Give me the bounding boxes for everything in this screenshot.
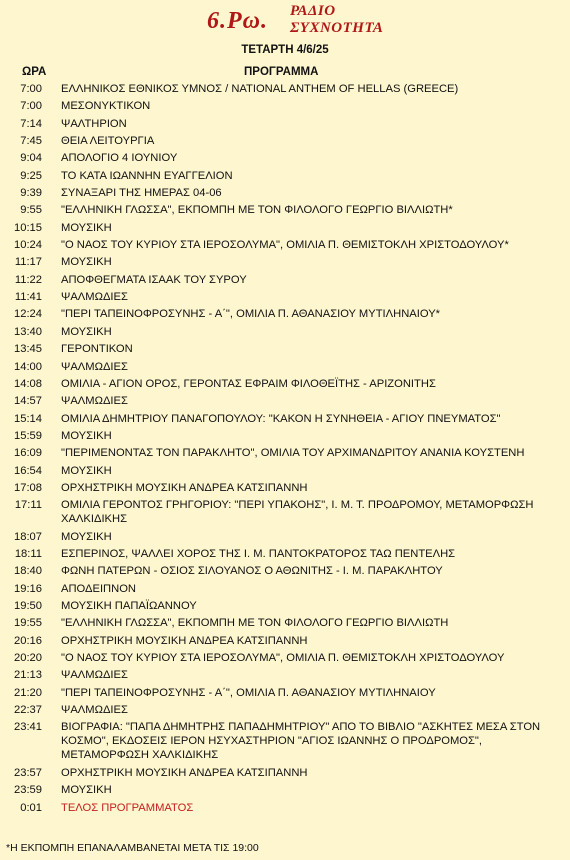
schedule-row	[0, 394, 570, 411]
schedule-row	[0, 801, 570, 818]
row-program: ΜΟΥΣΙΚΗ	[61, 464, 112, 477]
row-program: ΜΕΣΟΝΥΚΤΙΚΟΝ	[61, 100, 151, 113]
schedule-row	[0, 99, 570, 116]
row-program: ΕΣΠΕΡΙΝΟΣ, ΨΑΛΛΕΙ ΧΟΡΟΣ ΤΗΣ Ι. Μ. ΠΑΝΤΟΚΡΑΤΟΡΟΣ ΤΑΩ ΠΕΝΤΕΛΗΣ	[61, 547, 456, 560]
row-program: ΟΡΧΗΣΤΡΙΚΗ ΜΟΥΣΙΚΗ ΑΝΔΡΕΑ ΚΑΤΣΙΠΑΝΝΗ	[61, 766, 308, 779]
row-program: ΑΠΟΛΟΓΙΟ 4 ΙΟΥΝΙΟΥ	[61, 152, 178, 165]
schedule-row	[0, 766, 570, 783]
row-time: 7:00	[20, 100, 42, 113]
row-program: ΤΕΛΟΣ ΠΡΟΓΡΑΜΜΑΤΟΣ	[61, 802, 194, 815]
schedule-list	[0, 82, 570, 818]
row-time: 17:11	[14, 499, 42, 512]
schedule-row	[0, 307, 570, 324]
row-time: 0:01	[20, 802, 42, 815]
row-program: ΟΜΙΛΙΑ - ΑΓΙΟΝ ΟΡΟΣ, ΓΕΡΟΝΤΑΣ ΕΦΡΑΙΜ ΦΙΛΟΘΕΪΤΗΣ - ΑΡΙΖΟΝΙΤΗΣ	[61, 377, 436, 390]
schedule-row	[0, 783, 570, 801]
row-program: ΟΡΧΗΣΤΡΙΚΗ ΜΟΥΣΙΚΗ ΑΝΔΡΕΑ ΚΑΤΣΙΠΑΝΝΗ	[61, 481, 308, 494]
schedule-row	[0, 238, 570, 255]
row-program: ΟΡΧΗΣΤΡΙΚΗ ΜΟΥΣΙΚΗ ΑΝΔΡΕΑ ΚΑΤΣΙΠΑΝΝΗ	[61, 634, 308, 647]
row-time: 11:41	[14, 291, 42, 304]
schedule-row	[0, 412, 570, 429]
schedule-row	[0, 255, 570, 272]
row-program: ΟΜΙΛΙΑ ΔΗΜΗΤΡΙΟΥ ΠΑΝΑΓΟΠΟΥΛΟΥ: "ΚΑΚΟΝ Η ΣΥΝΗΘΕΙΑ - ΑΓΙΟΥ ΠΝΕΥΜΑΤΟΣ"	[61, 412, 501, 425]
row-program: ΒΙΟΓΡΑΦΙΑ: "ΠΑΠΑ ΔΗΜΗΤΡΗΣ ΠΑΠΑΔΗΜΗΤΡΙΟΥ" ΑΠΟ ΤΟ ΒΙΒΛΙΟ "ΑΣΚΗΤΕΣ ΜΕΣΑ ΣΤΟΝ ΚΟΣΜΟ", ΕΚΔΟΣΕΙΣ ΙΕΡΟΝ ΗΣΥΧΑΣΤΗΡΙΟΝ "ΑΓΙΟΣ ΙΩΑΝΝΗΣ Ο ΠΡΟΔΡΟΜΟΣ", ΜΕΤΑΜΟΡΦΩΣΗ ΧΑΛΚΙΔΙΚΗΣ	[61, 721, 541, 762]
station-logo-text	[290, 3, 383, 37]
schedule-row	[0, 464, 570, 481]
schedule-row	[0, 342, 570, 359]
row-time: 9:55	[20, 204, 42, 217]
schedule-row	[0, 498, 570, 529]
row-time: 13:40	[14, 325, 42, 338]
row-time: 9:25	[20, 169, 42, 182]
row-time: 16:54	[14, 464, 42, 477]
station-header	[0, 0, 570, 44]
row-program: ΜΟΥΣΙΚΗ	[61, 256, 112, 269]
schedule-row	[0, 564, 570, 581]
row-program: ΨΑΛΜΩΔΙΕΣ	[61, 704, 128, 717]
schedule-row	[0, 186, 570, 203]
row-time: 9:04	[20, 152, 42, 165]
schedule-row	[0, 169, 570, 186]
row-program: "ΠΕΡΙ ΤΑΠΕΙΝΟΦΡΟΣΥΝΗΣ - Α΄", ΟΜΙΛΙΑ Π. ΑΘΑΝΑΣΙΟΥ ΜΥΤΙΛΗΝΑΙΟΥ*	[61, 308, 441, 321]
schedule-row	[0, 530, 570, 547]
row-program: ΨΑΛΜΩΔΙΕΣ	[61, 291, 128, 304]
schedule-row	[0, 360, 570, 377]
row-time: 10:15	[14, 221, 42, 234]
schedule-row	[0, 686, 570, 703]
row-program: ΟΜΙΛΙΑ ΓΕΡΟΝΤΟΣ ΓΡΗΓΟΡΙΟΥ: "ΠΕΡΙ ΥΠΑΚΟΗΣ", Ι. Μ. Τ. ΠΡΟΔΡΟΜΟΥ, ΜΕΤΑΜΟΡΦΩΣΗ ΧΑΛΚΙΔΙΚΗΣ	[61, 499, 534, 526]
row-time: 14:57	[14, 395, 42, 408]
row-time: 23:57	[14, 766, 42, 779]
schedule-row	[0, 134, 570, 151]
row-time: 19:50	[14, 599, 42, 612]
schedule-row	[0, 151, 570, 168]
column-headers	[0, 66, 570, 80]
schedule-row	[0, 634, 570, 651]
row-time: 14:08	[14, 377, 42, 390]
row-time: 19:16	[14, 582, 42, 595]
program-column-header: ΠΡΟΓΡΑΜΜΑ	[244, 66, 319, 78]
row-time: 23:41	[14, 721, 42, 734]
station-logo: 6.Ρω.	[207, 8, 269, 34]
row-program: ΣΥΝΑΞΑΡΙ ΤΗΣ ΗΜΕΡΑΣ 04-06	[61, 187, 222, 200]
schedule-row	[0, 668, 570, 685]
row-time: 10:24	[14, 239, 42, 252]
row-program: "ΠΕΡΙΜΕΝΟΝΤΑΣ ΤΟΝ ΠΑΡΑΚΛΗΤΟ", ΟΜΙΛΙΑ ΤΟΥ ΑΡΧΙΜΑΝΔΡΙΤΟΥ ΑΝΑΝΙΑ ΚΟΥΣΤΕΝΗ	[61, 447, 525, 460]
footnote: *Η ΕΚΠΟΜΠΗ ΕΠΑΝΑΛΑΜΒΑΝΕΤΑΙ ΜΕΤΑ ΤΙΣ 19:00	[6, 842, 259, 854]
schedule-row	[0, 290, 570, 307]
schedule-row	[0, 547, 570, 564]
row-program: ΜΟΥΣΙΚΗ	[61, 221, 112, 234]
row-program: "ΕΛΛΗΝΙΚΗ ΓΛΩΣΣΑ", ΕΚΠΟΜΠΗ ΜΕ ΤΟΝ ΦΙΛΟΛΟΓΟ ΓΕΩΡΓΙΟ ΒΙΛΛΙΩΤΗ	[61, 617, 449, 630]
row-time: 13:45	[14, 343, 42, 356]
row-time: 15:14	[14, 412, 42, 425]
schedule-row	[0, 651, 570, 668]
schedule-row	[0, 82, 570, 99]
schedule-row	[0, 325, 570, 342]
schedule-row	[0, 481, 570, 498]
row-time: 7:14	[20, 117, 42, 130]
row-program: ΜΟΥΣΙΚΗ	[61, 530, 112, 543]
row-program: "Ο ΝΑΟΣ ΤΟΥ ΚΥΡΙΟΥ ΣΤΑ ΙΕΡΟΣΟΛΥΜΑ", ΟΜΙΛΙΑ Π. ΘΕΜΙΣΤΟΚΛΗ ΧΡΙΣΤΟΔΟΥΛΟΥ	[61, 652, 505, 664]
row-time: 7:00	[20, 83, 42, 95]
logo-line-frequency: ΣΥΧΝΟΤΗΤΑ	[290, 20, 384, 36]
row-time: 21:20	[14, 686, 42, 699]
schedule-row	[0, 377, 570, 394]
schedule-row	[0, 273, 570, 290]
time-column-header: ΩΡΑ	[22, 66, 47, 78]
row-program: ΑΠΟΦΘΕΓΜΑΤΑ ΙΣΑΑΚ ΤΟΥ ΣΥΡΟΥ	[61, 273, 247, 286]
row-time: 11:22	[14, 273, 42, 286]
schedule-row	[0, 599, 570, 616]
row-program: ΨΑΛΤΗΡΙΟΝ	[61, 117, 127, 130]
row-time: 18:11	[14, 547, 42, 560]
row-time: 22:37	[14, 704, 42, 717]
row-time: 16:09	[14, 447, 42, 460]
row-time: 18:40	[14, 565, 42, 578]
row-program: ΓΕΡΟΝΤΙΚΟΝ	[61, 343, 133, 356]
row-program: ΜΟΥΣΙΚΗ	[61, 325, 112, 338]
row-time: 12:24	[14, 308, 42, 321]
row-program: "Ο ΝΑΟΣ ΤΟΥ ΚΥΡΙΟΥ ΣΤΑ ΙΕΡΟΣΟΛΥΜΑ", ΟΜΙΛΙΑ Π. ΘΕΜΙΣΤΟΚΛΗ ΧΡΙΣΤΟΔΟΥΛΟΥ*	[61, 239, 509, 252]
row-program: ΘΕΙΑ ΛΕΙΤΟΥΡΓΙΑ	[61, 135, 155, 148]
schedule-date: ΤΕΤΑΡΤΗ 4/6/25	[241, 44, 329, 56]
row-program: ΨΑΛΜΩΔΙΕΣ	[61, 360, 128, 373]
row-time: 20:20	[14, 652, 42, 664]
row-time: 18:07	[14, 530, 42, 543]
logo-line-radio: ΡΑΔΙΟ	[290, 3, 336, 19]
schedule-row	[0, 221, 570, 238]
row-program: ΑΠΟΔΕΙΠΝΟΝ	[61, 582, 136, 595]
row-time: 9:39	[20, 187, 42, 200]
schedule-row	[0, 429, 570, 446]
row-program: ΜΟΥΣΙΚΗ	[61, 784, 112, 797]
schedule-row	[0, 703, 570, 720]
row-program: ΨΑΛΜΩΔΙΕΣ	[61, 669, 128, 682]
schedule-row	[0, 720, 570, 765]
schedule-row	[0, 446, 570, 463]
schedule-row	[0, 117, 570, 134]
row-time: 23:59	[14, 784, 42, 797]
row-program: "ΕΛΛΗΝΙΚΗ ΓΛΩΣΣΑ", ΕΚΠΟΜΠΗ ΜΕ ΤΟΝ ΦΙΛΟΛΟΓΟ ΓΕΩΡΓΙΟ ΒΙΛΛΙΩΤΗ*	[61, 204, 453, 217]
row-time: 21:13	[14, 669, 42, 682]
row-program: ΦΩΝΗ ΠΑΤΕΡΩΝ - ΟΣΙΟΣ ΣΙΛΟΥΑΝΟΣ Ο ΑΘΩΝΙΤΗΣ - Ι. Μ. ΠΑΡΑΚΛΗΤΟΥ	[61, 565, 443, 578]
row-time: 20:16	[14, 634, 42, 647]
schedule-row	[0, 582, 570, 599]
row-time: 7:45	[20, 135, 42, 148]
row-program: ΨΑΛΜΩΔΙΕΣ	[61, 395, 128, 408]
row-time: 19:55	[14, 617, 42, 630]
row-time: 15:59	[14, 429, 42, 442]
row-program: ΜΟΥΣΙΚΗ	[61, 429, 112, 442]
row-program: ΜΟΥΣΙΚΗ ΠΑΠΑΪΩΑΝΝΟΥ	[61, 599, 197, 612]
row-time: 17:08	[14, 481, 42, 494]
row-program: ΤΟ ΚΑΤΑ ΙΩΑΝΝΗΝ ΕΥΑΓΓΕΛΙΟΝ	[61, 169, 233, 182]
schedule-row	[0, 203, 570, 220]
row-program: "ΠΕΡΙ ΤΑΠΕΙΝΟΦΡΟΣΥΝΗΣ - Α΄", ΟΜΙΛΙΑ Π. ΑΘΑΝΑΣΙΟΥ ΜΥΤΙΛΗΝΑΙΟΥ	[61, 686, 436, 699]
row-time: 14:00	[14, 360, 42, 373]
row-program: ΕΛΛΗΝΙΚΟΣ ΕΘΝΙΚΟΣ ΥΜΝΟΣ / NATIONAL ANTHEM OF HELLAS (GREECE)	[61, 83, 459, 95]
row-time: 11:17	[14, 256, 42, 269]
schedule-row	[0, 616, 570, 633]
